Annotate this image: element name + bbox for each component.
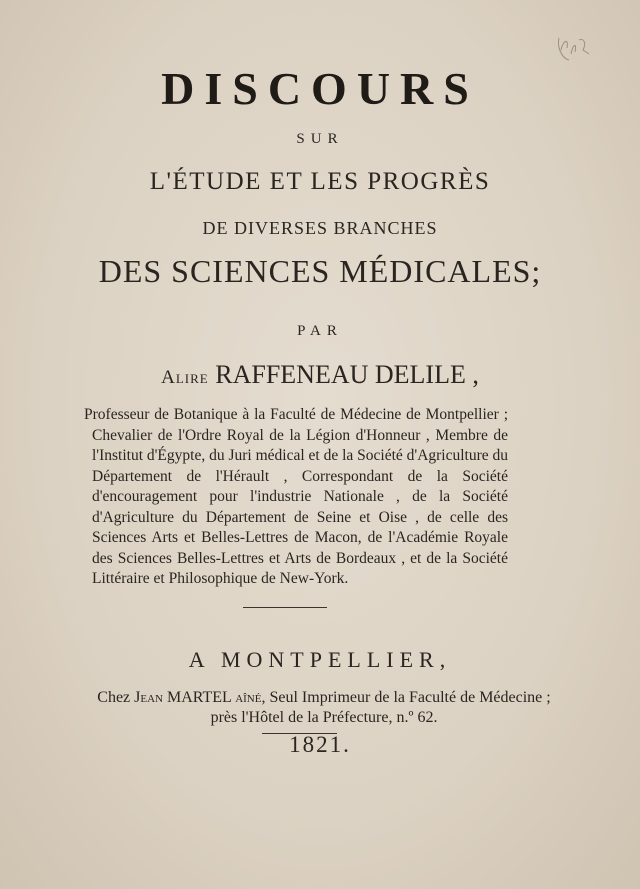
author-given-name: Alire [161,367,209,388]
printer-title: , Seul Imprimeur de la Faculté de Médecine ; [261,689,551,706]
printer-imprint [74,688,574,728]
by-label: PAR [297,323,343,339]
printer-address: près l'Hôtel de la Préfecture, n.º 62. [210,709,438,726]
printer-name: MARTEL [166,689,232,706]
printer-line-1 [74,688,574,708]
author-surname: RAFFENEAU DELILE , [215,360,479,389]
subtitle-line-1: L'ÉTUDE ET LES PROGRÈS [149,168,491,195]
printer-first-name: Jean [134,689,163,706]
divider-rule [243,607,327,608]
publication-city: A MONTPELLIER, [188,647,452,672]
publication-year: 1821. [289,732,351,757]
printer-prefix: Chez [97,689,131,706]
title-connector: SUR [296,131,344,147]
printer-aine: aîné [235,689,262,706]
main-title: DISCOURS [161,63,479,114]
subtitle-line-2: DE DIVERSES BRANCHES [202,218,438,238]
author-name [0,360,640,390]
subtitle-line-3: DES SCIENCES MÉDICALES; [98,253,542,289]
handwritten-annotation [555,30,595,64]
author-credentials: Professeur de Botanique à la Faculté de Médecine de Montpellier ; Chevalier de l'Ordre Royal de la Légion d'Honneur , Membre de l'Institut d'Égypte, du Juri médical et de la Société d'Agriculture du Département de l'Hérault , Correspondant de la Société d'encouragement pour l'industrie Nationale , de la Société d'Agriculture du Département de Seine et Oise , de celle des Sciences Arts et Belles-Lettres de Macon, de l'Académie Royale des Sciences Belles-Lettres et Arts de Bordeaux , et de la Société Littéraire et Philosophique de New-York. [84,406,509,587]
